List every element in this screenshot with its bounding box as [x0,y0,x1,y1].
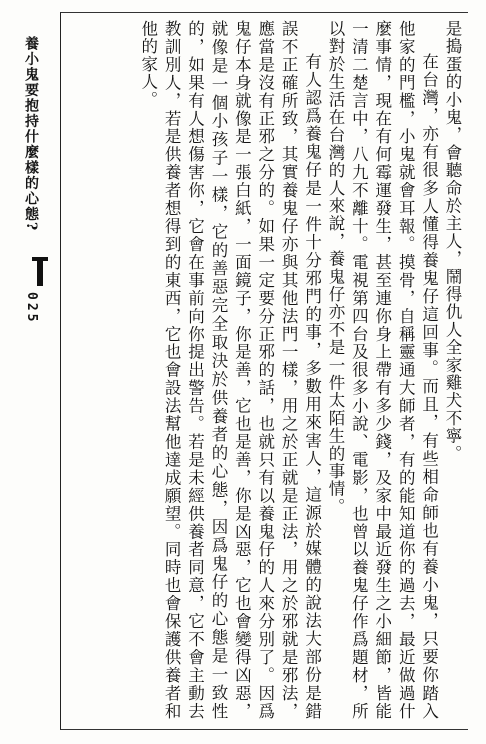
body-text [66,20,464,720]
paragraph-1: 是搗蛋的小鬼，會聽命於主人，鬧得仇人全家雞犬不寧。 [443,20,462,463]
page-number: 025 [24,292,39,325]
running-title: 養小鬼要抱持什麼樣的心態? [23,36,39,232]
paragraph-2: 在台灣，亦有很多人懂得養鬼仔這回事。而且，有些相命師也有養小鬼，只要你踏入他家的門檻，小鬼就會耳報。摸骨，自稱靈通大師者，有的能知道你的過去，最近做過什麼事情，現在有何霉運發生，甚至連你身上帶有多少錢，及家中最近發生之小細節，皆能一清二楚言中，八九不離十。電視第四台及很多小說、電影，也曾以養鬼仔作爲題材，所以對於生活在台灣的人來說，養鬼仔亦不是一件太陌生的事情。 [325,20,439,720]
paragraph-3: 有人認爲養鬼仔是一件十分邪門的事，多數用來害人，這源於媒體的說法大部份是錯誤不正確所致，其實養鬼仔亦與其他法門一樣，用之於正就是正法，用之於邪就是邪法，應當是沒有正邪之分的。如果一定要分正邪的話，也就只有以養鬼仔的人來分別了。因爲鬼仔本身就像是一張白紙，一面鏡子，你是善，它也是善，你是凶惡，它也會變得凶惡，就像是一個小孩子一樣，它的善惡完全取決於供養者的心態，因爲鬼仔的心態是一致性的，如果有人想傷害你，它會在事前向你提出警告。若是未經供養者同意，它不會主動去教訓別人，若是供養者想得到的東西，它也會設法幫他達成願望。同時也會保護供養者和他的家人。 [138,20,322,720]
title-rule [37,260,43,286]
